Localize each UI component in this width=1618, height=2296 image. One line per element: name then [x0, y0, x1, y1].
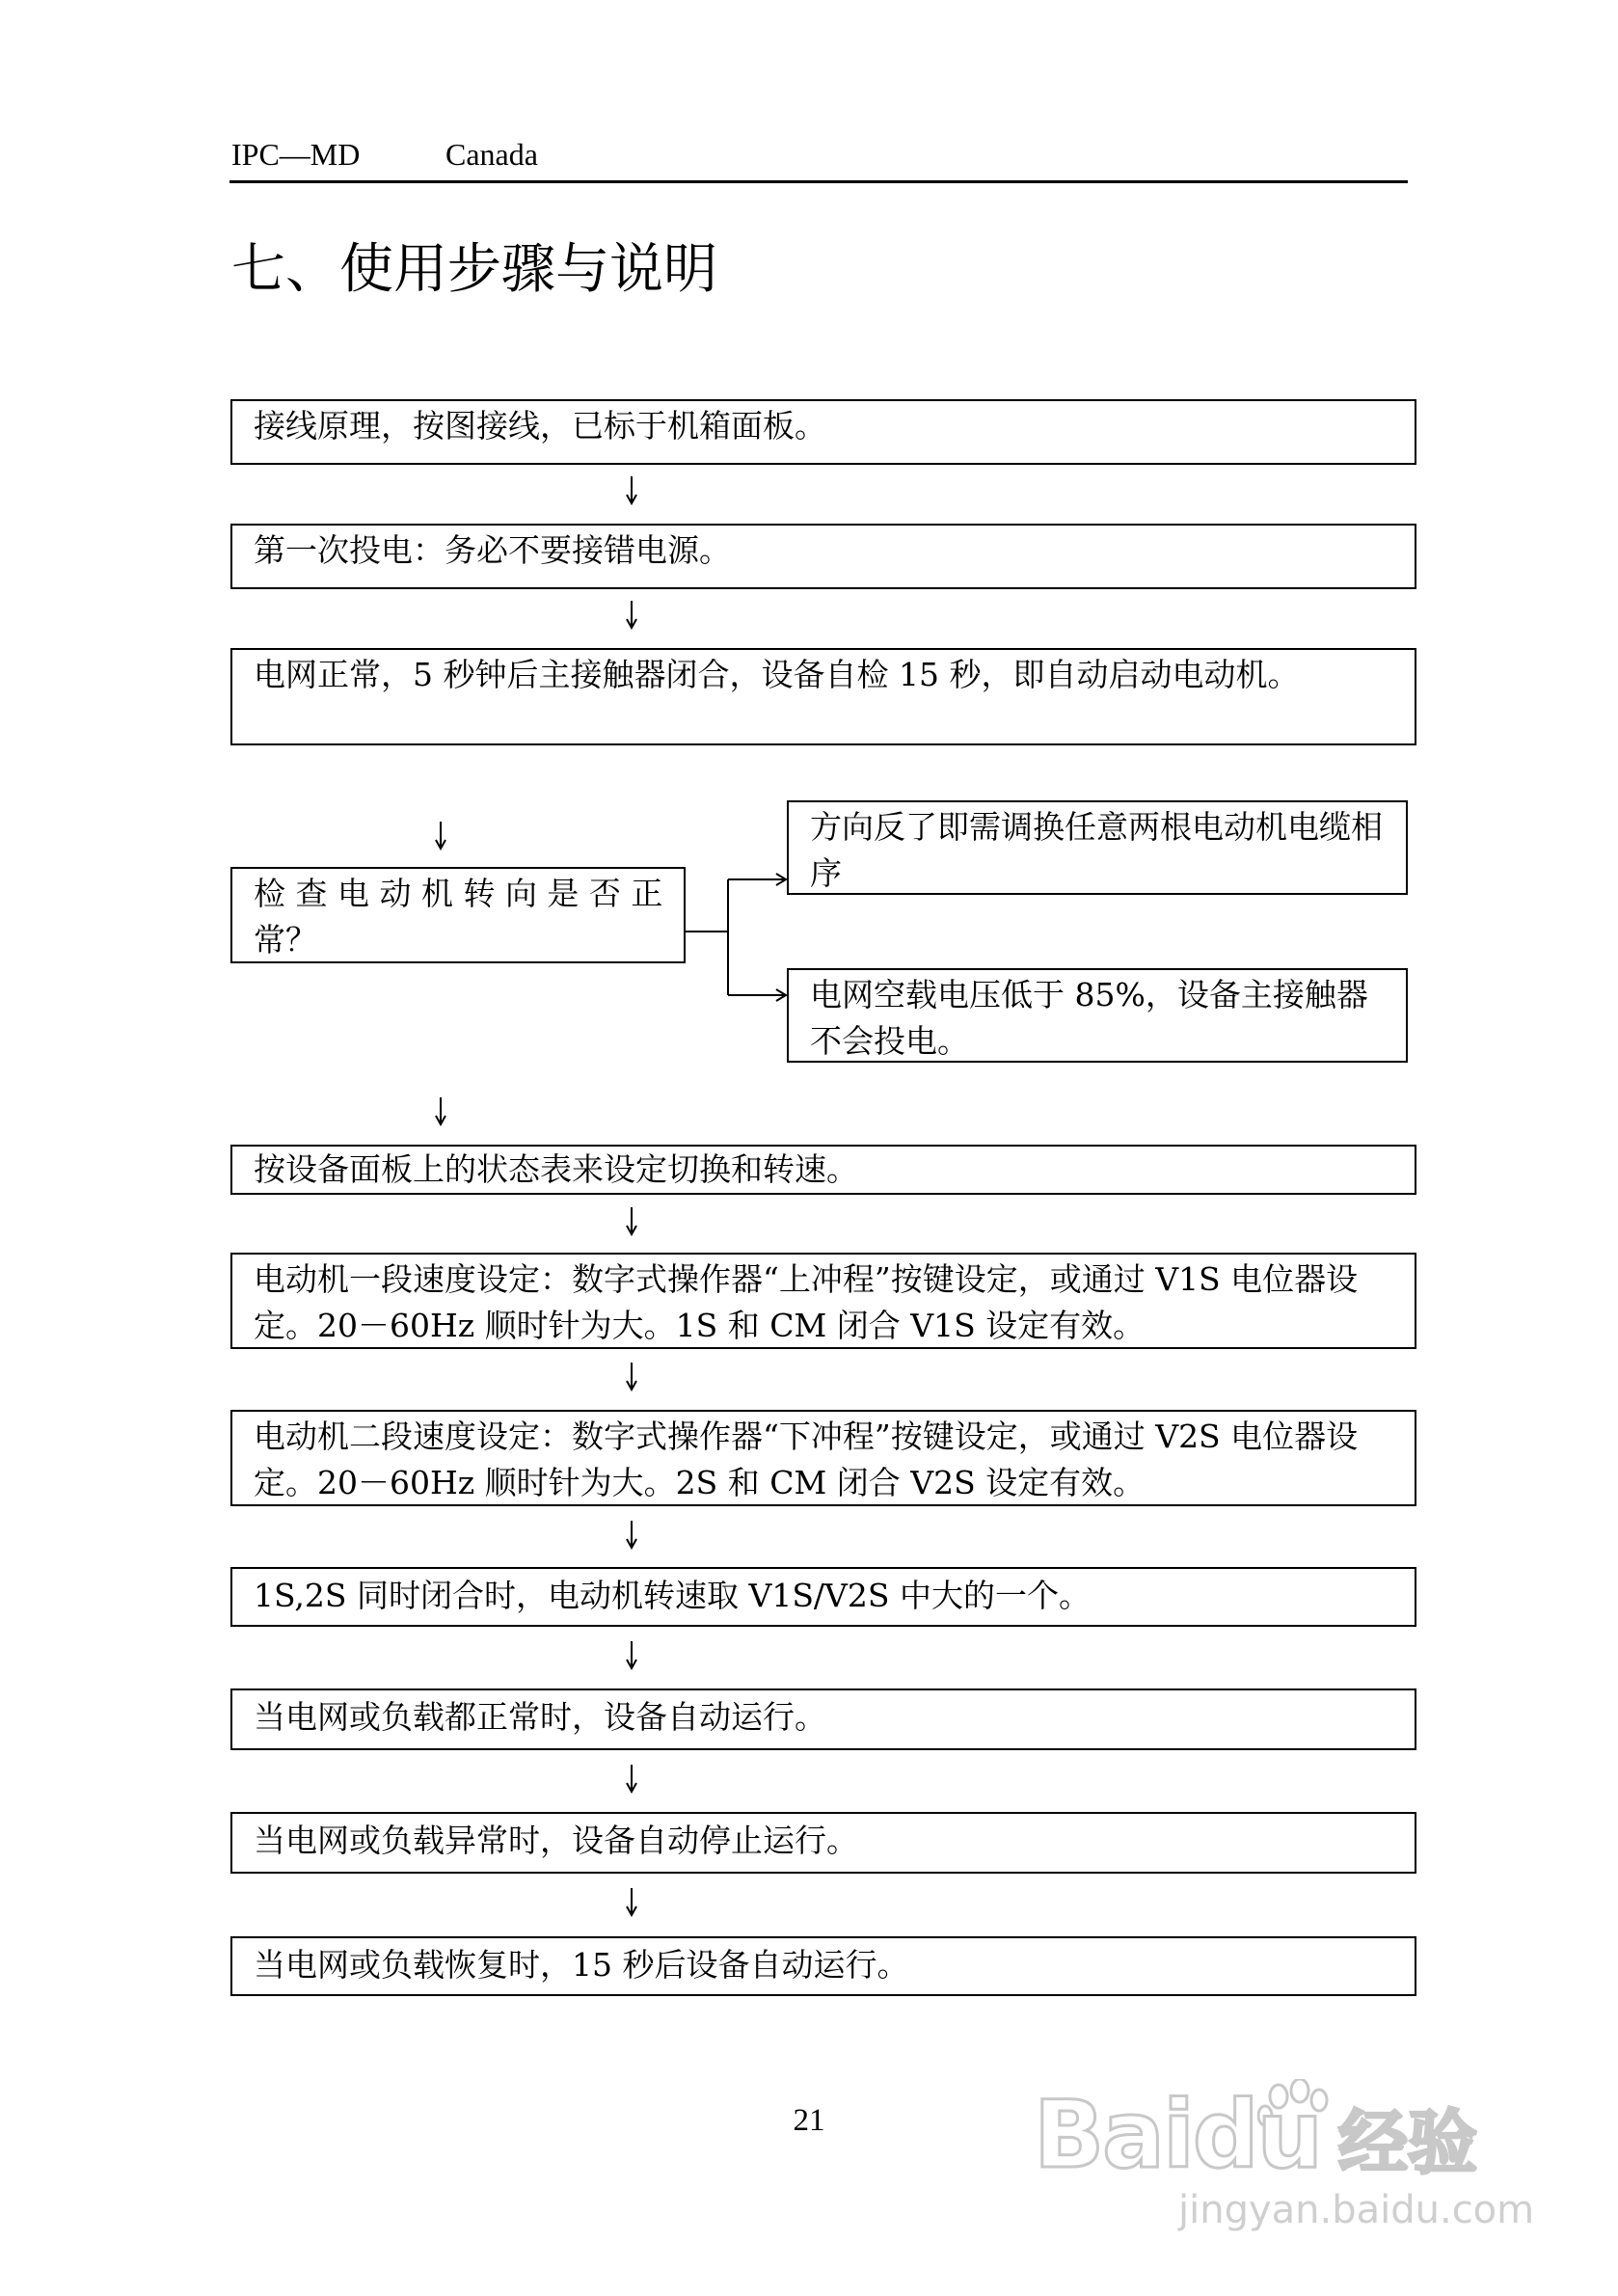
flow-arrow	[625, 476, 638, 505]
watermark-service: 经验	[1338, 2102, 1478, 2183]
header-rule	[229, 180, 1408, 183]
flow-arrow	[625, 1521, 638, 1550]
flow-arrow	[625, 1363, 638, 1391]
flow-arrow	[434, 1097, 447, 1126]
watermark-brand: Baidu	[1034, 2081, 1321, 2189]
step-both-closed: 1S,2S 同时闭合时，电动机转速取 V1S/V2S 中大的一个。	[230, 1567, 1416, 1627]
flow-arrow	[625, 1888, 638, 1917]
flow-arrow	[434, 822, 447, 851]
header-product: IPC—MD	[231, 137, 361, 172]
step-first-power: 第一次投电：务必不要接错电源。	[230, 524, 1416, 589]
flow-arrow	[625, 601, 638, 630]
flow-arrow	[625, 1207, 638, 1236]
step-wiring: 接线原理，按图接线，已标于机箱面板。	[230, 399, 1416, 465]
step-speed-two: 电动机二段速度设定：数字式操作器“下冲程”按键设定，或通过 V2S 电位器设定。20－60Hz 顺时针为大。2S 和 CM 闭合 V2S 设定有效。	[230, 1410, 1416, 1506]
branch-connector	[684, 868, 796, 1003]
header-brand: Canada	[445, 137, 538, 172]
section-title: 七、使用步骤与说明	[231, 238, 717, 301]
branch-low-voltage: 电网空载电压低于 85%，设备主接触器不会投电。	[787, 968, 1408, 1063]
watermark-url: jingyan.baidu.com	[1178, 2188, 1535, 2232]
page-number: 21	[793, 2103, 825, 2138]
step-panel-settings: 按设备面板上的状态表来设定切换和转速。	[230, 1145, 1416, 1195]
step-grid-normal: 电网正常，5 秒钟后主接触器闭合，设备自检 15 秒，即自动启动电动机。	[230, 648, 1416, 745]
branch-reverse-direction: 方向反了即需调换任意两根电动机电缆相序	[787, 800, 1408, 895]
step-auto-recover: 当电网或负载恢复时，15 秒后设备自动运行。	[230, 1936, 1416, 1996]
baidu-jingyan-watermark	[1034, 2079, 1535, 2233]
step-auto-run: 当电网或负载都正常时，设备自动运行。	[230, 1688, 1416, 1750]
step-auto-stop: 当电网或负载异常时，设备自动停止运行。	[230, 1812, 1416, 1874]
flow-arrow	[625, 1765, 638, 1794]
step-speed-one: 电动机一段速度设定：数字式操作器“上冲程”按键设定，或通过 V1S 电位器设定。20－60Hz 顺时针为大。1S 和 CM 闭合 V1S 设定有效。	[230, 1253, 1416, 1349]
check-motor-direction: 检 查 电 动 机 转 向 是 否 正 常？	[230, 867, 686, 963]
flow-arrow	[625, 1641, 638, 1670]
